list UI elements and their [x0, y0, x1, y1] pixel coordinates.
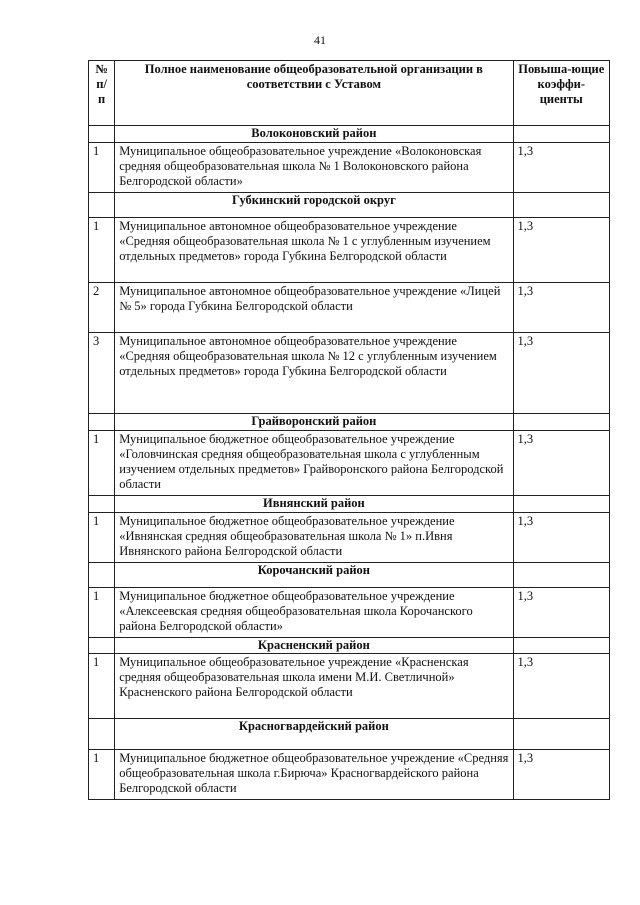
section-row: [89, 414, 610, 431]
section-title: Ивнянский район: [115, 496, 513, 513]
row-num: 1: [89, 143, 115, 193]
section-blank: [89, 638, 115, 654]
header-num: № п/п: [89, 61, 115, 126]
row-name: Муниципальное бюджетное общеобразовательное учреждение «Средняя общеобразовательная школа г.Бирюча» Красногвардейского района Белгородской области: [115, 750, 513, 800]
row-coef: 1,3: [513, 333, 609, 414]
section-blank: [89, 563, 115, 588]
table-row: [89, 750, 610, 800]
table-header-row: [89, 61, 610, 126]
row-num: 3: [89, 333, 115, 414]
section-title: Губкинский городской округ: [115, 193, 513, 218]
section-blank: [89, 126, 115, 143]
row-name: Муниципальное бюджетное общеобразовательное учреждение «Ивнянская средняя общеобразовательная школа № 1» п.Ивня Ивнянского района Белгородской области: [115, 513, 513, 563]
section-blank: [513, 193, 609, 218]
section-row: [89, 496, 610, 513]
row-num: 1: [89, 588, 115, 638]
table-row: [89, 513, 610, 563]
section-title: Корочанский район: [115, 563, 513, 588]
section-blank: [513, 638, 609, 654]
row-name: Муниципальное бюджетное общеобразовательное учреждение «Алексеевская средняя общеобразовательная школа Корочанского района Белгородской области»: [115, 588, 513, 638]
row-coef: 1,3: [513, 654, 609, 719]
table-row: [89, 654, 610, 719]
row-coef: 1,3: [513, 513, 609, 563]
section-title: Красненский район: [115, 638, 513, 654]
row-name: Муниципальное общеобразовательное учреждение «Волоконовская средняя общеобразовательная школа № 1 Волоконовского района Белгородской области»: [115, 143, 513, 193]
row-coef: 1,3: [513, 588, 609, 638]
row-coef: 1,3: [513, 750, 609, 800]
row-num: 1: [89, 218, 115, 283]
row-coef: 1,3: [513, 431, 609, 496]
section-row: [89, 638, 610, 654]
row-name: Муниципальное автономное общеобразовательное учреждение «Средняя общеобразовательная школа № 1 с углубленным изучением отдельных предметов» города Губкина Белгородской области: [115, 218, 513, 283]
section-row: [89, 126, 610, 143]
row-name: Муниципальное общеобразовательное учреждение «Красненская средняя общеобразовательная школа имени М.И. Светличной» Красненского района Белгородской области: [115, 654, 513, 719]
row-name: Муниципальное автономное общеобразовательное учреждение «Лицей № 5» города Губкина Белгородской области: [115, 283, 513, 333]
row-coef: 1,3: [513, 283, 609, 333]
table-row: [89, 283, 610, 333]
section-title: Грайворонский район: [115, 414, 513, 431]
row-coef: 1,3: [513, 143, 609, 193]
header-coef: Повыша-ющие коэффи-циенты: [513, 61, 609, 126]
section-row: [89, 719, 610, 750]
row-name: Муниципальное автономное общеобразовательное учреждение «Средняя общеобразовательная школа № 12 с углубленным изучением отдельных предметов» города Губкина Белгородской области: [115, 333, 513, 414]
section-blank: [513, 496, 609, 513]
row-num: 1: [89, 750, 115, 800]
table-row: [89, 218, 610, 283]
row-num: 2: [89, 283, 115, 333]
table-row: [89, 588, 610, 638]
row-num: 1: [89, 654, 115, 719]
organizations-table: [88, 60, 610, 800]
section-title: Волоконовский район: [115, 126, 513, 143]
row-num: 1: [89, 431, 115, 496]
section-blank: [513, 414, 609, 431]
row-coef: 1,3: [513, 218, 609, 283]
section-blank: [89, 414, 115, 431]
page-number: 41: [314, 33, 326, 47]
section-title: Красногвардейский район: [115, 719, 513, 750]
section-blank: [513, 719, 609, 750]
row-num: 1: [89, 513, 115, 563]
table-row: [89, 333, 610, 414]
table-row: [89, 143, 610, 193]
row-name: Муниципальное бюджетное общеобразовательное учреждение «Головчинская средняя общеобразовательная школа с углубленным изучением отдельных предметов» Грайворонского района Белгородской области: [115, 431, 513, 496]
table-row: [89, 431, 610, 496]
section-blank: [89, 496, 115, 513]
header-name: Полное наименование общеобразовательной организации в соответствии с Уставом: [115, 61, 513, 126]
section-blank: [89, 719, 115, 750]
section-row: [89, 193, 610, 218]
section-blank: [513, 563, 609, 588]
section-blank: [513, 126, 609, 143]
section-blank: [89, 193, 115, 218]
section-row: [89, 563, 610, 588]
